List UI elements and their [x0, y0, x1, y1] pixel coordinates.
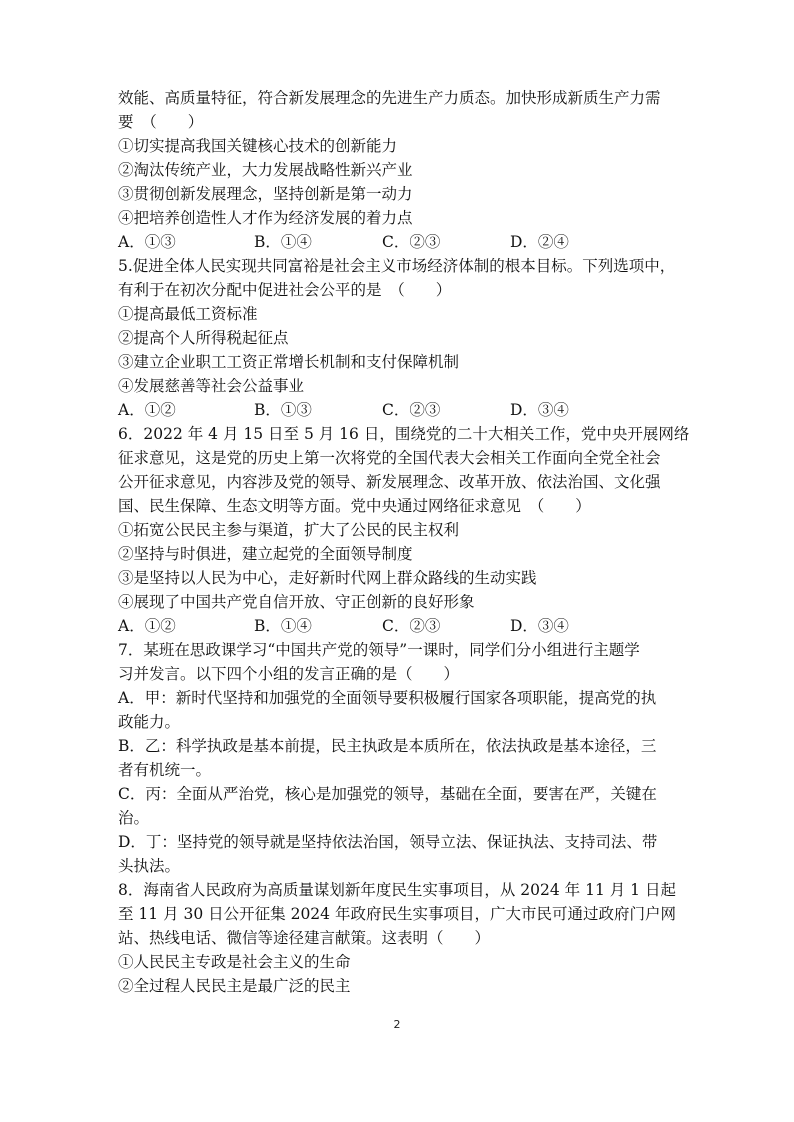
question-stem-line: 至 11 月 30 日公开征集 2024 年政府民生实事项目，广大市民可通过政府门户网 — [118, 905, 676, 923]
statement-item: ④把培养创造性人才作为经济发展的着力点 — [118, 209, 413, 227]
option-d: 头执法。 — [118, 857, 181, 875]
option-b: B．①④ — [254, 617, 312, 635]
question-stem-line: 国、民生保障、生态文明等方面。党中央通过网络征求意见 （ ） — [118, 497, 591, 515]
answer-options — [118, 398, 682, 422]
question-stem-line: 有利于在初次分配中促进社会公平的是 （ ） — [118, 281, 452, 299]
option-a: A．甲：新时代坚持和加强党的全面领导要积极履行国家各项职能，提高党的执 — [118, 689, 657, 707]
question-6 — [118, 422, 690, 638]
option-b: B．①④ — [254, 233, 312, 251]
option-d: D．②④ — [510, 233, 569, 251]
option-c: C．②③ — [382, 401, 441, 419]
option-b: 者有机统一。 — [118, 761, 212, 779]
statement-item: ④展现了中国共产党自信开放、守正创新的良好形象 — [118, 593, 475, 611]
option-a: A．①② — [118, 617, 176, 635]
question-8 — [118, 878, 682, 998]
option-a: A．①② — [118, 401, 176, 419]
option-b: B．①③ — [254, 401, 312, 419]
statement-item: ②淘汰传统产业，大力发展战略性新兴产业 — [118, 161, 413, 179]
option-c: 治。 — [118, 809, 150, 827]
question-stem-line: 站、热线电话、微信等途径建言献策。这表明（ ） — [118, 929, 491, 947]
question-5 — [118, 254, 682, 422]
statement-item: ①提高最低工资标准 — [118, 305, 258, 323]
question-stem-line: 5.促进全体人民实现共同富裕是社会主义市场经济体制的根本目标。下列选项中， — [118, 257, 676, 275]
option-c: C．丙：全面从严治党，核心是加强党的领导，基础在全面，要害在严，关键在 — [118, 785, 657, 803]
question-stem-line: 征求意见，这是党的历史上第一次将党的全国代表大会相关工作面向全党全社会 — [118, 449, 661, 467]
statement-item: ④发展慈善等社会公益事业 — [118, 377, 305, 395]
page-content — [118, 86, 690, 998]
option-a: 政能力。 — [118, 713, 181, 731]
statement-item: ②提高个人所得税起征点 — [118, 329, 289, 347]
statement-item: ②全过程人民民主是最广泛的民主 — [118, 977, 351, 995]
question-stem-line: 6．2022 年 4 月 15 日至 5 月 16 日，围绕党的二十大相关工作，党中央开展网络 — [118, 425, 690, 443]
option-b: B．乙：科学执政是基本前提，民主执政是本质所在，依法执政是基本途径，三 — [118, 737, 657, 755]
question-4 — [118, 86, 682, 254]
statement-item: ①人民民主专政是社会主义的生命 — [118, 953, 351, 971]
statement-item: ①拓宽公民民主参与渠道，扩大了公民的民主权利 — [118, 521, 460, 539]
statement-item: ③是坚持以人民为中心，走好新时代网上群众路线的生动实践 — [118, 569, 537, 587]
question-stem-line: 习并发言。以下四个小组的发言正确的是（ ） — [118, 665, 460, 683]
question-stem-line: 要 （ ） — [118, 113, 204, 131]
question-stem-line: 7．某班在思政课学习“中国共产党的领导”一课时，同学们分小组进行主题学 — [118, 641, 640, 659]
option-d: D．丁：坚持党的领导就是坚持依法治国，领导立法、保证执法、支持司法、带 — [118, 833, 658, 851]
question-stem-line: 公开征求意见，内容涉及党的领导、新发展理念、改革开放、依法治国、文化强 — [118, 473, 661, 491]
answer-options — [118, 614, 682, 638]
option-d: D．③④ — [510, 401, 569, 419]
question-stem-line: 8．海南省人民政府为高质量谋划新年度民生实事项目，从 2024 年 11 月 1 日起 — [118, 881, 676, 899]
option-c: C．②③ — [382, 617, 441, 635]
page-number: 2 — [393, 1018, 401, 1031]
question-7 — [118, 638, 682, 878]
statement-item: ②坚持与时俱进，建立起党的全面领导制度 — [118, 545, 413, 563]
statement-item: ③贯彻创新发展理念，坚持创新是第一动力 — [118, 185, 413, 203]
option-a: A．①③ — [118, 233, 176, 251]
statement-item: ①切实提高我国关键核心技术的创新能力 — [118, 137, 398, 155]
question-stem-line: 效能、高质量特征，符合新发展理念的先进生产力质态。加快形成新质生产力需 — [118, 89, 661, 107]
option-d: D．③④ — [510, 617, 569, 635]
answer-options — [118, 230, 682, 254]
option-c: C．②③ — [382, 233, 441, 251]
statement-item: ③建立企业职工工资正常增长机制和支付保障机制 — [118, 353, 460, 371]
